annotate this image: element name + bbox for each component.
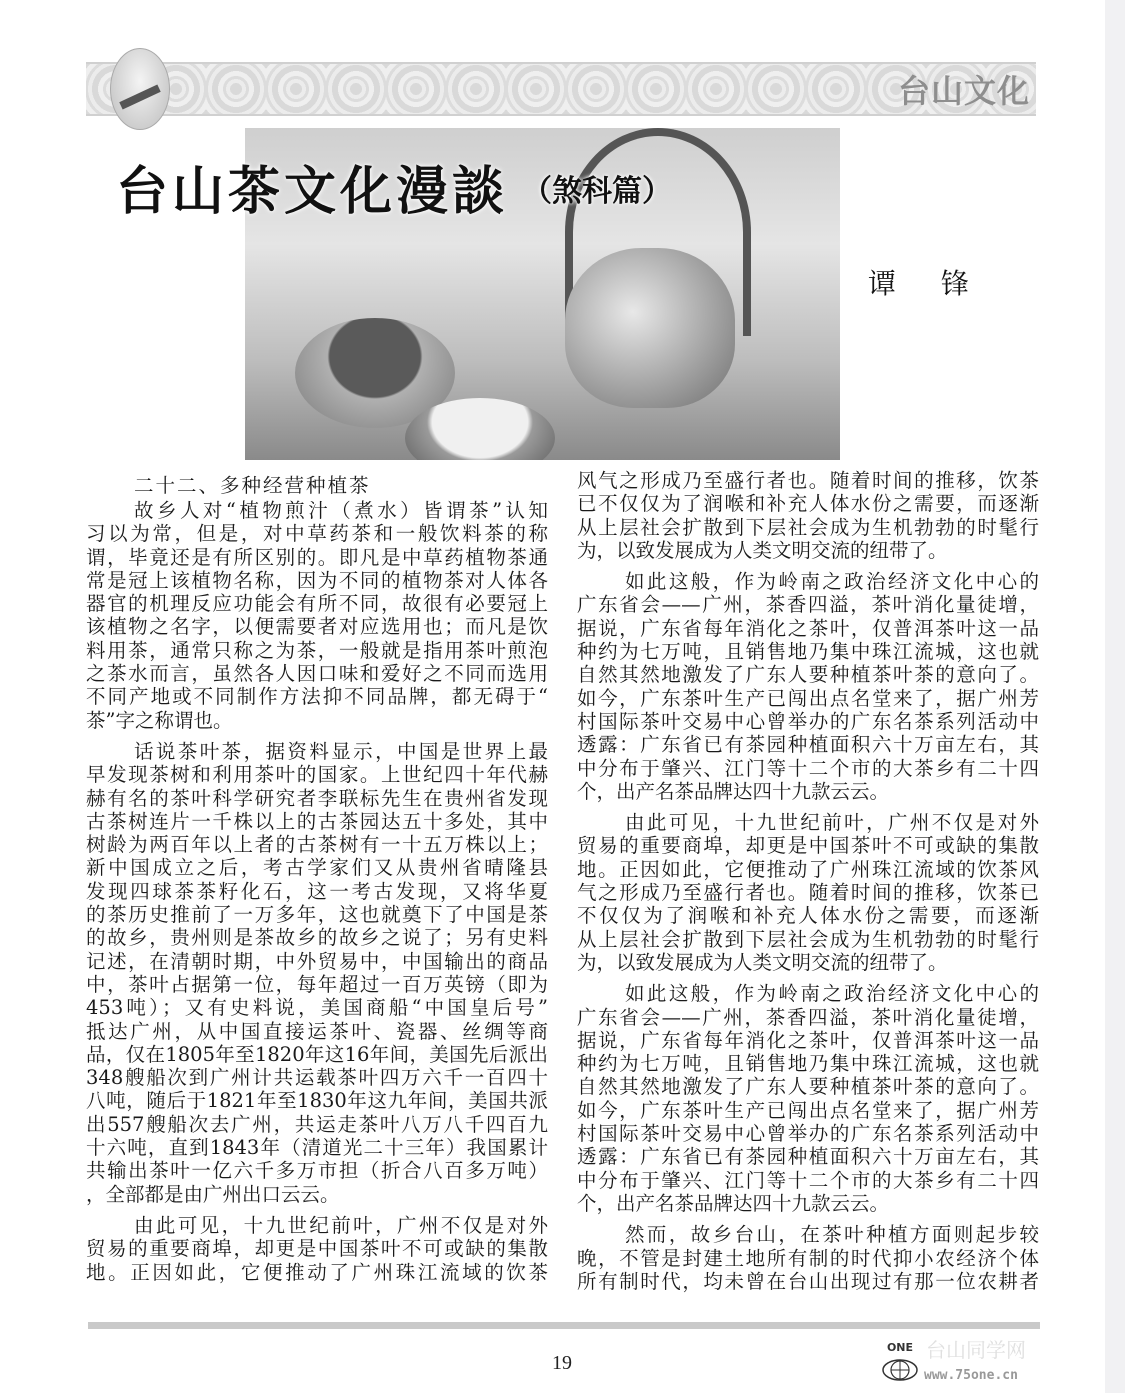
watermark xyxy=(880,1338,1105,1390)
text-line: 古茶树连片一千株以上的古茶园达五十多处，其中 xyxy=(86,809,548,833)
text-line: 记述，在清朝时期，中外贸易中，中国输出的商品 xyxy=(86,949,548,973)
text-line: 贸易的重要商埠，却更是中国茶叶不可或缺的集散 xyxy=(86,1237,548,1261)
text-line: 不同产地或不同制作方法抑不同品牌，都无碍于“ xyxy=(86,685,548,709)
page-edge xyxy=(1105,0,1125,1393)
text-line: 树龄为两百年以上者的古茶树有一十五万株以上； xyxy=(86,833,548,857)
text-line: 广东省会——广州，茶香四溢，茶叶消化量徒增， xyxy=(577,593,1039,617)
text-line: 中分布于肇兴、江门等十二个市的大茶乡有二十四 xyxy=(577,756,1039,780)
right-column xyxy=(577,469,1039,1301)
text-line: 透露：广东省已有茶园种植面积六十万亩左右，其 xyxy=(577,733,1039,757)
text-line: 从上层社会扩散到下层社会成为生机勃勃的时髦行 xyxy=(577,927,1039,951)
text-line: 之茶水而言，虽然各人因口味和爱好之不同而选用 xyxy=(86,662,548,686)
article-author: 谭 锋 xyxy=(868,267,987,300)
text-line: 种约为七万吨，且销售地乃集中珠江流城，这也就 xyxy=(577,640,1039,664)
watermark-url: www.75one.cn xyxy=(924,1368,1018,1383)
text-line: 自然其然地激发了广东人要种植茶叶茶的意向了。 xyxy=(577,1075,1039,1099)
text-line: 八吨，随后于1821年至1830年这九年间，美国共派 xyxy=(86,1089,548,1113)
paragraph xyxy=(577,1223,1039,1293)
text-line: 个，出产名茶品牌达四十九款云云。 xyxy=(577,1191,890,1215)
paragraph xyxy=(577,982,1039,1215)
text-line: 新中国成立之后，考古学家们又从贵州省晴隆县 xyxy=(86,856,548,880)
globe-logo-icon xyxy=(880,1340,920,1382)
footer-rule xyxy=(88,1322,1040,1329)
paragraph xyxy=(86,499,548,732)
text-line: 如今，广东茶叶生产已闯出点名堂来了，据广州芳 xyxy=(577,1098,1039,1122)
text-line: 个，出产名茶品牌达四十九款云云。 xyxy=(577,779,890,803)
text-line: 为，以致发展成为人类文明交流的纽带了。 xyxy=(577,950,948,974)
text-line: 从上层社会扩散到下层社会成为生机勃勃的时髦行 xyxy=(577,515,1039,539)
watermark-site: 台山同学网 xyxy=(926,1338,1026,1362)
text-line: 共输出茶叶一亿六千多万市担（折合八百多万吨） xyxy=(86,1159,548,1183)
text-line: 已不仅仅为了润喉和补充人体水份之需要，而逐渐 xyxy=(577,492,1039,516)
emblem-icon xyxy=(110,48,170,130)
text-line: 晚，不管是封建土地所有制的时代抑小农经济个体 xyxy=(577,1246,1039,1270)
text-line: 话说茶叶茶，据资料显示，中国是世界上最 xyxy=(134,739,548,763)
text-line: 气之形成乃至盛行者也。随着时间的推移，饮茶已 xyxy=(577,881,1039,905)
article-title: 台山茶文化漫談 xyxy=(116,161,509,222)
text-line: 如此这般，作为岭南之政治经济文化中心的 xyxy=(625,982,1039,1006)
text-line: 赫有名的茶叶科学研究者李联标先生在贵州省发现 xyxy=(86,786,548,810)
text-line: 风气之形成乃至盛行者也。随着时间的推移，饮茶 xyxy=(577,469,1039,492)
text-line: 料用茶，通常只称之为茶，一般就是指用茶叶煎泡 xyxy=(86,638,548,662)
text-line: 发现四球茶茶籽化石，这一考古发现，又将华夏 xyxy=(86,879,548,903)
text-line: 品，仅在1805年至1820年这16年间，美国先后派出 xyxy=(86,1042,548,1066)
text-line: 习以为常，但是，对中草药茶和一般饮料茶的称 xyxy=(86,522,548,546)
text-line: 种约为七万吨，且销售地乃集中珠江流城，这也就 xyxy=(577,1052,1039,1076)
text-line: 中，茶叶占据第一位，每年超过一百万英镑（即为 xyxy=(86,972,548,996)
text-line: 348艘船次到广州计共运载茶叶四万六千一百四十 xyxy=(86,1066,548,1090)
section-heading: 二十二、多种经营种植茶 xyxy=(134,474,371,497)
paragraph xyxy=(577,469,1039,562)
paragraph xyxy=(577,570,1039,803)
text-line: 茶”字之称谓也。 xyxy=(86,708,233,732)
teapot xyxy=(565,248,735,408)
text-line: 故乡人对“植物煎汁（煮水）皆谓茶”认知 xyxy=(134,499,548,522)
left-column xyxy=(86,473,548,1292)
text-line: 该植物之名字，以便需要者对应选用也；而凡是饮 xyxy=(86,615,548,639)
paragraph xyxy=(577,811,1039,974)
text-line: 据说，广东省每年消化之茶叶，仅普洱茶叶这一品 xyxy=(577,616,1039,640)
text-line: 地。正因如此，它便推动了广州珠江流域的饮茶 xyxy=(86,1260,548,1284)
watermark-logo-text: ONE xyxy=(886,1341,914,1354)
text-line: 为，以致发展成为人类文明交流的纽带了。 xyxy=(577,538,948,562)
text-line: 由此可见，十九世纪前叶，广州不仅是对外 xyxy=(134,1213,548,1237)
text-line: 由此可见，十九世纪前叶，广州不仅是对外 xyxy=(625,811,1039,835)
text-line: 早发现茶树和利用茶叶的国家。上世纪四十年代赫 xyxy=(86,763,548,787)
text-line: 村国际茶叶交易中心曾举办的广东名茶系列活动中 xyxy=(577,709,1039,733)
text-line: 的故乡，贵州则是茶故乡的故乡之说了；另有史料 xyxy=(86,926,548,950)
text-line: 不仅仅为了润喉和补充人体水份之需要，而逐渐 xyxy=(577,904,1039,928)
text-line: 透露：广东省已有茶园种植面积六十万亩左右，其 xyxy=(577,1145,1039,1169)
text-line: 器官的机理反应功能会有所不同，故很有必要冠上 xyxy=(86,592,548,616)
text-line: 然而，故乡台山，在茶叶种植方面则起步较 xyxy=(625,1223,1039,1247)
text-line: 广东省会——广州，茶香四溢，茶叶消化量徒增， xyxy=(577,1005,1039,1029)
text-line: 中分布于肇兴、江门等十二个市的大茶乡有二十四 xyxy=(577,1168,1039,1192)
text-line: 出557艘船次去广州，共运走茶叶八万八千四百九 xyxy=(86,1112,548,1136)
text-line: 谓，毕竟还是有所区别的。即凡是中草药植物茶通 xyxy=(86,545,548,569)
text-line: 据说，广东省每年消化之茶叶，仅普洱茶叶这一品 xyxy=(577,1028,1039,1052)
text-line: 抵达广州，从中国直接运茶叶、瓷器、丝绸等商 xyxy=(86,1019,548,1043)
text-line: 村国际茶叶交易中心曾举办的广东名茶系列活动中 xyxy=(577,1122,1039,1146)
section-title: 台山文化 xyxy=(897,72,1030,110)
text-line: 的茶历史推前了一万多年，这也就奠下了中国是茶 xyxy=(86,903,548,927)
article-subtitle: （煞科篇） xyxy=(522,174,673,209)
text-line: 常是冠上该植物名称，因为不同的植物茶对人体各 xyxy=(86,568,548,592)
text-line: 所有制时代，均未曾在台山出现过有那一位农耕者 xyxy=(577,1269,1039,1293)
text-line: 453吨）；又有史料说，美国商船“中国皇后号” xyxy=(86,996,548,1020)
page-number: 19 xyxy=(552,1352,572,1374)
text-line: ，全部都是由广州出口云云。 xyxy=(86,1182,340,1206)
text-line: 地。正因如此，它便推动了广州珠江流域的饮茶风 xyxy=(577,857,1039,881)
paragraph xyxy=(86,740,548,1206)
text-line: 贸易的重要商埠，却更是中国茶叶不可或缺的集散 xyxy=(577,834,1039,858)
header-band xyxy=(86,62,1036,116)
text-line: 如今，广东茶叶生产已闯出点名堂来了，据广州芳 xyxy=(577,686,1039,710)
title-row xyxy=(116,160,672,224)
text-line: 十六吨，直到1843年（清道光二十三年）我国累计 xyxy=(86,1136,548,1160)
text-line: 如此这般，作为岭南之政治经济文化中心的 xyxy=(625,570,1039,594)
text-line: 自然其然地激发了广东人要种植茶叶茶的意向了。 xyxy=(577,663,1039,687)
paragraph xyxy=(86,1214,548,1284)
